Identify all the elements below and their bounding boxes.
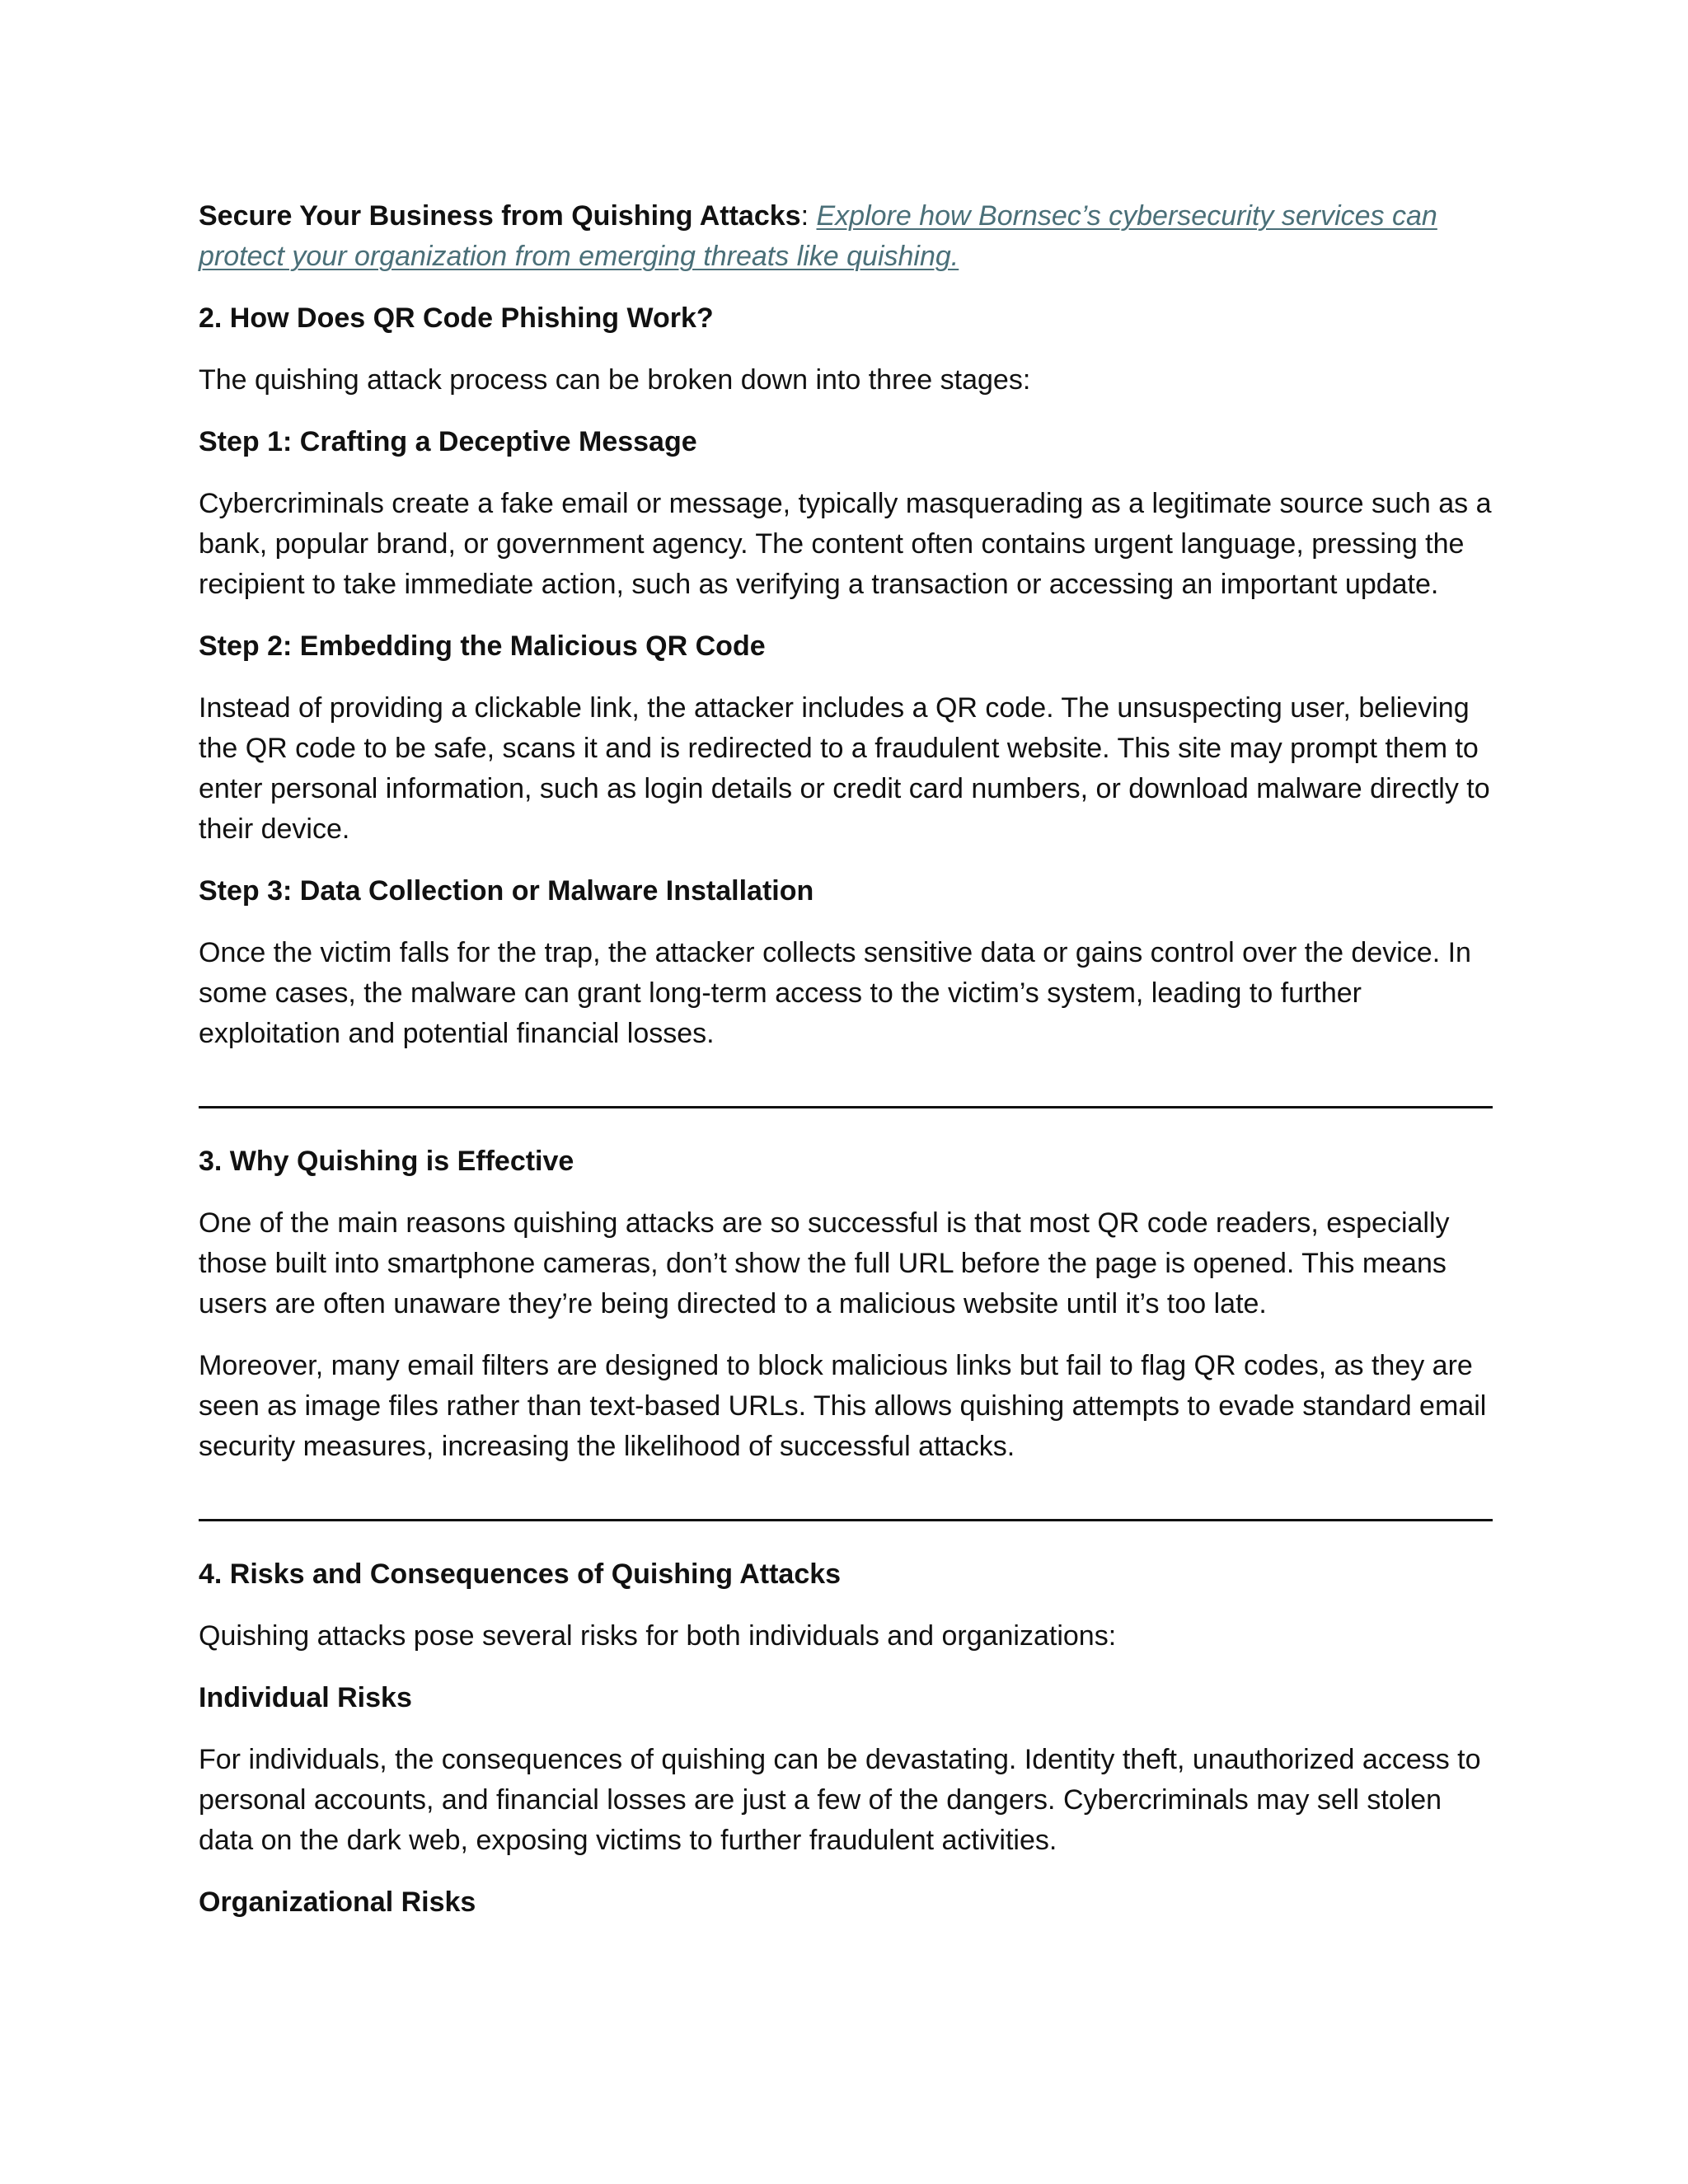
step-3-heading: Step 3: Data Collection or Malware Installation [199,875,814,907]
section-2-heading: 2. How Does QR Code Phishing Work? [199,302,714,334]
intro-lead: Secure Your Business from Quishing Attacks [199,200,801,232]
intro-paragraph [199,196,1493,277]
step-2-heading: Step 2: Embedding the Malicious QR Code [199,630,766,662]
section-4-heading: 4. Risks and Consequences of Quishing Attacks [199,1558,842,1590]
section-4-intro: Quishing attacks pose several risks for both individuals and organizations: [199,1620,1117,1652]
organizational-risks-heading: Organizational Risks [199,1886,476,1918]
section-3-paragraph-1: One of the main reasons quishing attacks are so successful is that most QR code readers, especially those built into smartphone cameras, don’t show the full URL before the page is opened. This means users are often unaware they’re being directed to a malicious website until it’s too late. [199,1207,1450,1319]
section-3-paragraph-2: Moreover, many email filters are designed to block malicious links but fail to flag QR codes, as they are seen as image files rather than text-based URLs. This allows quishing attempts to evade standard email security measures, increasing the likelihood of successful attacks. [199,1350,1487,1462]
section-divider [199,1519,1493,1521]
step-2-body: Instead of providing a clickable link, the attacker includes a QR code. The unsuspecting user, believing the QR code to be safe, scans it and is redirected to a fraudulent website. This site may prompt them to enter personal information, such as login details or credit card numbers, or download malware directly to their device. [199,692,1490,845]
individual-risks-heading: Individual Risks [199,1682,412,1713]
bornsec-services-link[interactable]: Explore how Bornsec’s cybersecurity services can protect your organization from emerging threats like quishing. [199,200,1437,272]
step-3-body: Once the victim falls for the trap, the attacker collects sensitive data or gains control over the device. In some cases, the malware can grant long-term access to the victim’s system, leading to further exploitation and potential financial losses. [199,937,1471,1049]
intro-separator: : [800,200,817,232]
document-page [199,196,1493,1923]
individual-risks-body: For individuals, the consequences of quishing can be devastating. Identity theft, unauthorized access to personal accounts, and financial losses are just a few of the dangers. Cybercriminals may sell stolen data on the dark web, exposing victims to further fraudulent activities. [199,1744,1481,1856]
section-divider [199,1106,1493,1108]
step-1-heading: Step 1: Crafting a Deceptive Message [199,426,697,457]
section-3-heading: 3. Why Quishing is Effective [199,1146,574,1177]
step-1-body: Cybercriminals create a fake email or message, typically masquerading as a legitimate source such as a bank, popular brand, or government agency. The content often contains urgent language, pressing the recipient to take immediate action, such as verifying a transaction or accessing an important update. [199,488,1492,600]
section-2-intro: The quishing attack process can be broken down into three stages: [199,364,1031,396]
